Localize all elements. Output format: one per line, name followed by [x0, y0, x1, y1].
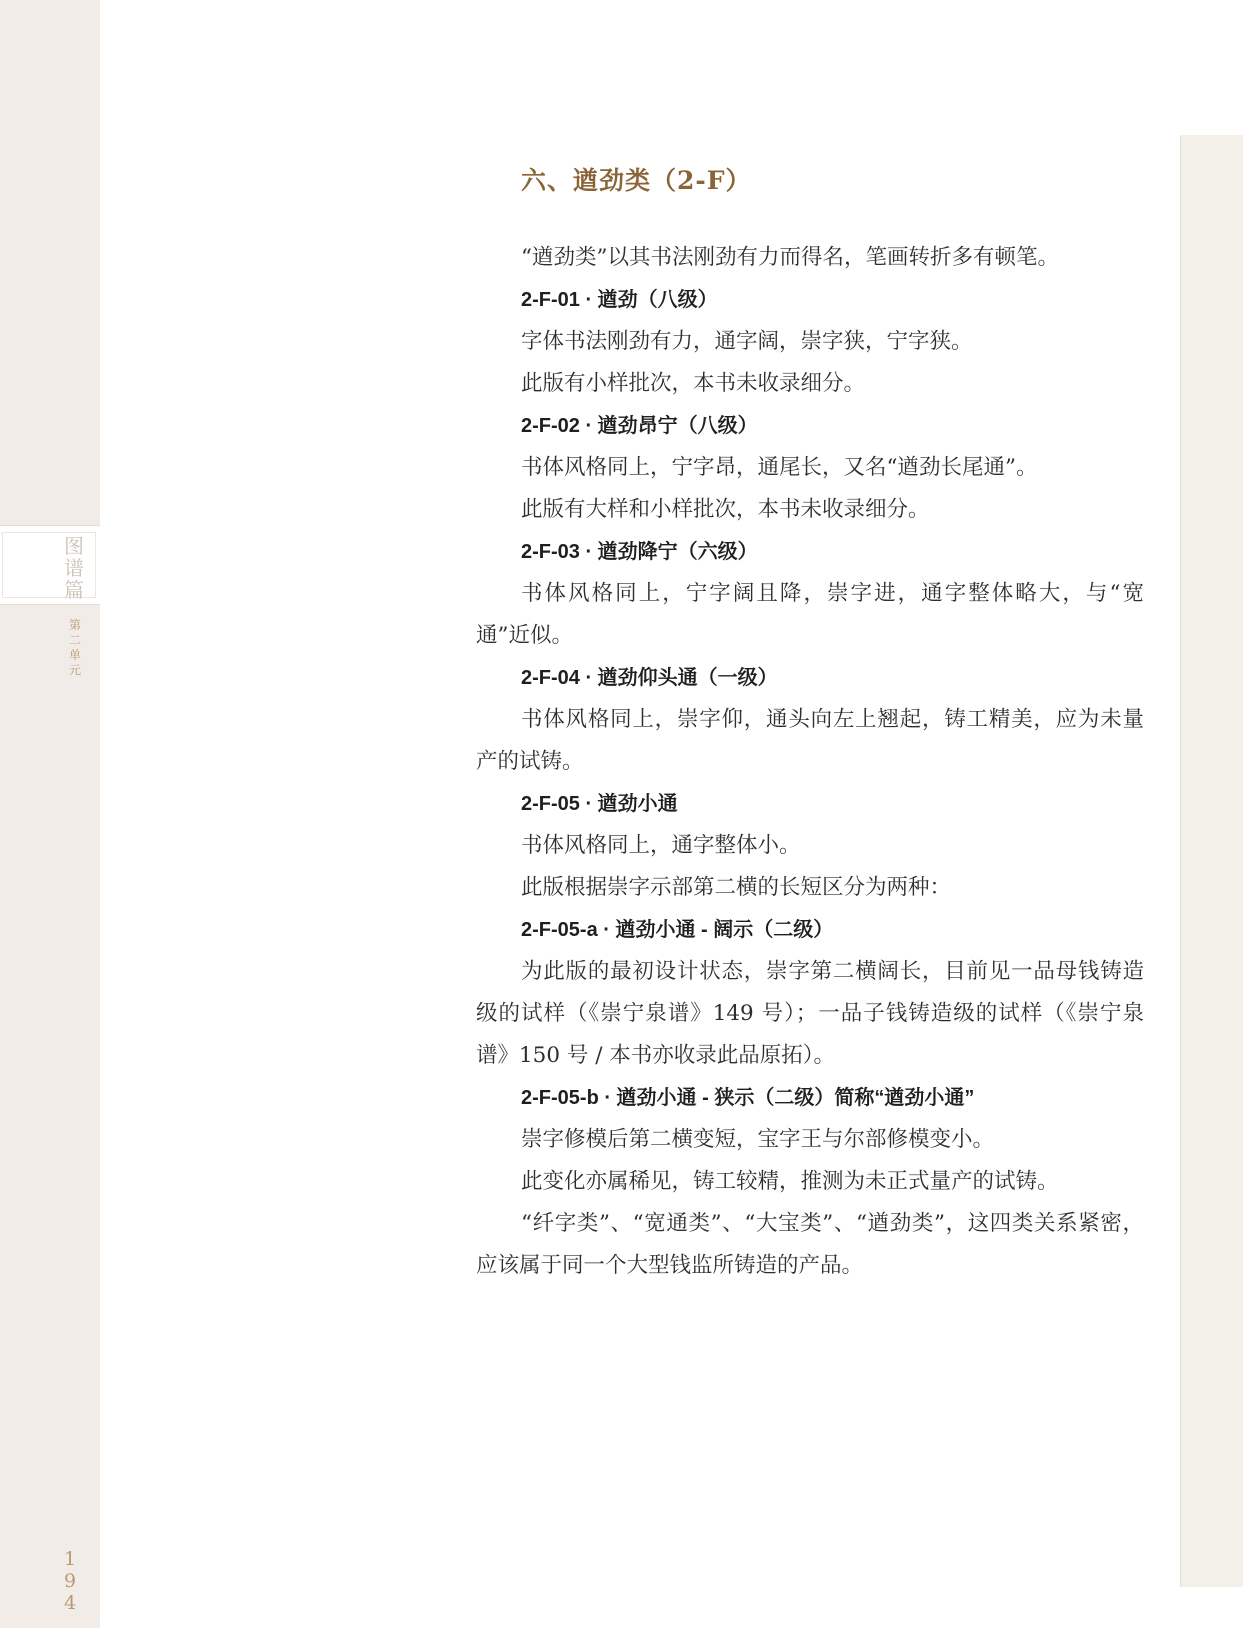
entry-title: 2-F-04 · 遒劲仰头通（一级） — [521, 667, 778, 689]
entry-2-f-02 — [476, 405, 1144, 531]
entry-title: 2-F-05-b · 遒劲小通 - 狭示（二级）简称“遒劲小通” — [521, 1087, 975, 1109]
entry-paragraph: 此变化亦属稀见，铸工较精，推测为未正式量产的试铸。 — [521, 1169, 1059, 1194]
entry-title: 2-F-02 · 遒劲昂宁（八级） — [521, 415, 758, 437]
entry-paragraph: 崇字修模后第二横变短，宝字王与尔部修模变小。 — [521, 1127, 995, 1152]
entry-2-f-04 — [476, 657, 1144, 783]
closing-paragraph: “纤字类”、“宽通类”、“大宝类”、“遒劲类”，这四类关系紧密，应该属于同一个大型钱监所铸造的产品。 — [476, 1211, 1144, 1278]
entry-title: 2-F-05-a · 遒劲小通 - 阔示（二级） — [521, 919, 834, 941]
section-label: 图谱篇 — [64, 534, 84, 602]
entry-paragraph: 书体风格同上，宁字昂，通尾长，又名“遒劲长尾通”。 — [521, 455, 1038, 480]
entry-title: 2-F-05 · 遒劲小通 — [521, 793, 678, 815]
section-heading: 六、遒劲类（2-F） — [521, 166, 752, 195]
section-intro: “遒劲类”以其书法刚劲有力而得名，笔画转折多有顿笔。 — [521, 245, 1059, 270]
entry-2-f-05-a — [476, 909, 1144, 1077]
left-margin-strip — [0, 0, 100, 1628]
entry-paragraph: 此版有大样和小样批次，本书未收录细分。 — [521, 497, 930, 522]
entry-paragraph: 书体风格同上，通字整体小。 — [521, 833, 801, 858]
entry-paragraph: 书体风格同上，宁字阔且降，崇字进，通字整体略大，与“宽通”近似。 — [476, 581, 1144, 648]
entry-2-f-03 — [476, 531, 1144, 657]
page-content — [476, 155, 1144, 1287]
entry-paragraph: 此版根据崇字示部第二横的长短区分为两种： — [521, 875, 952, 900]
entry-paragraph: 为此版的最初设计状态，崇字第二横阔长，目前见一品母钱铸造级的试样（《崇宁泉谱》149 号）；一品子钱铸造级的试样（《崇宁泉谱》150 号 / 本书亦收录此品原拓）。 — [476, 959, 1144, 1068]
entry-title: 2-F-01 · 遒劲（八级） — [521, 289, 718, 311]
unit-label: 第二单元 — [68, 618, 81, 677]
entry-paragraph: 书体风格同上，崇字仰，通头向左上翘起，铸工精美，应为未量产的试铸。 — [476, 707, 1144, 774]
entry-2-f-05 — [476, 783, 1144, 909]
entry-2-f-05-b — [476, 1077, 1144, 1203]
entry-title: 2-F-03 · 遒劲降宁（六级） — [521, 541, 758, 563]
section-tab — [0, 525, 100, 605]
page-number: 194 — [63, 1548, 77, 1614]
entry-paragraph: 此版有小样批次，本书未收录细分。 — [521, 371, 866, 396]
entry-paragraph: 字体书法刚劲有力，通字阔，崇字狭，宁字狭。 — [521, 329, 973, 354]
entry-2-f-01 — [476, 279, 1144, 405]
right-margin-strip — [1180, 135, 1243, 1587]
